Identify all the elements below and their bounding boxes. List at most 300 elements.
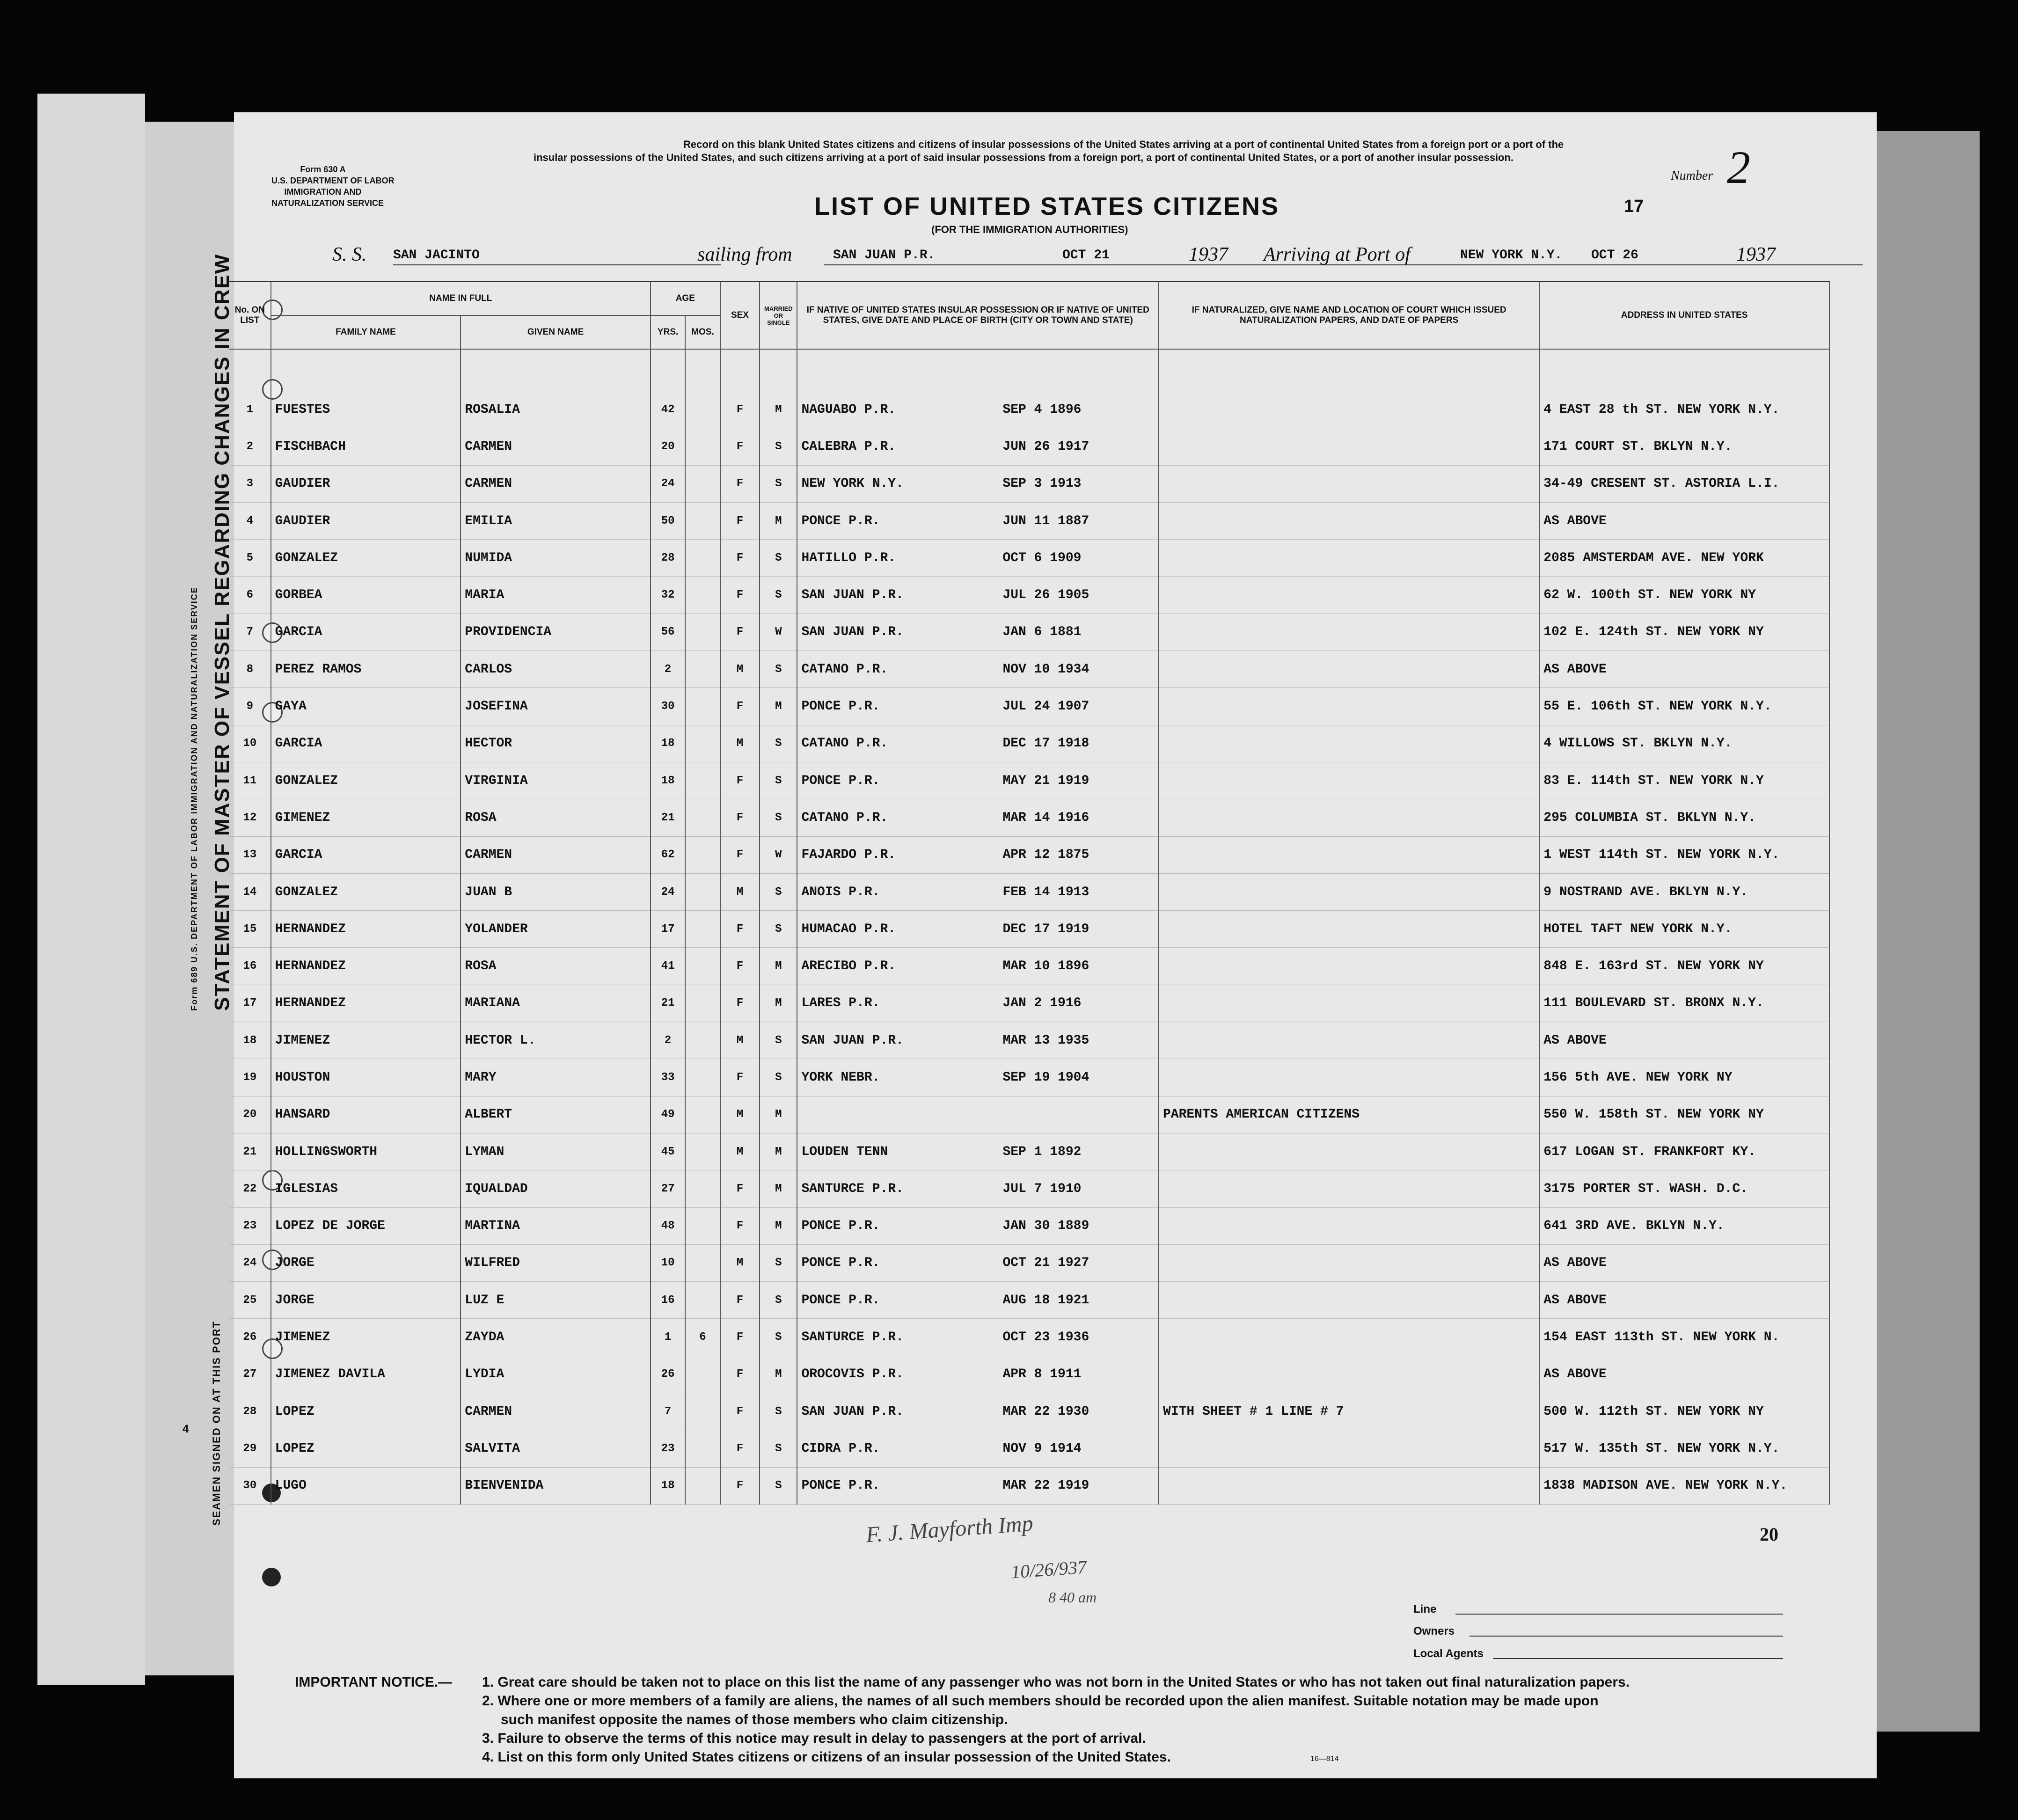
cell-ms: S <box>760 465 797 502</box>
cell-nat <box>1159 1356 1539 1393</box>
cell-date: OCT 21 1927 <box>1002 1256 1089 1271</box>
cell-nat <box>1159 465 1539 502</box>
col-married: MARRIED OR SINGLE <box>760 282 797 350</box>
cell-yrs: 23 <box>651 1430 685 1467</box>
cell-birth <box>797 948 1159 985</box>
cell-given: CARLOS <box>461 651 651 688</box>
cell-nat <box>1159 1282 1539 1319</box>
cell-addr: 111 BOULEVARD ST. BRONX N.Y. <box>1539 985 1829 1022</box>
crew-form-ref: Form 689 U.S. DEPARTMENT OF LABOR IMMIGRATION AND NATURALIZATION SERVICE <box>190 586 199 1011</box>
cell-addr: AS ABOVE <box>1539 1282 1829 1319</box>
cell-birth <box>797 502 1159 539</box>
cell-family: FUESTES <box>271 391 461 428</box>
cell-family: GONZALEZ <box>271 762 461 799</box>
cell-birth <box>797 911 1159 948</box>
cell-sex: F <box>720 1170 760 1207</box>
cell-ms: S <box>760 1393 797 1430</box>
cell-addr: 62 W. 100th ST. NEW YORK NY <box>1539 577 1829 614</box>
arrival-date: OCT 26 <box>1591 248 1638 263</box>
cell-nat <box>1159 1207 1539 1244</box>
cell-birth <box>797 762 1159 799</box>
table-row <box>229 1467 1829 1504</box>
cell-family: HOUSTON <box>271 1059 461 1096</box>
cell-addr: 1 WEST 114th ST. NEW YORK N.Y. <box>1539 836 1829 873</box>
cell-no: 22 <box>229 1170 271 1207</box>
cell-nat <box>1159 762 1539 799</box>
cell-given: MARY <box>461 1059 651 1096</box>
cell-no: 17 <box>229 985 271 1022</box>
table-row <box>229 1096 1829 1133</box>
cell-place: HUMACAO P.R. <box>801 921 896 936</box>
cell-ms: S <box>760 1430 797 1467</box>
cell-yrs: 20 <box>651 428 685 465</box>
cell-nat <box>1159 911 1539 948</box>
table-row <box>229 1393 1829 1430</box>
cell-birth <box>797 465 1159 502</box>
cell-ms: S <box>760 428 797 465</box>
col-family-name: FAMILY NAME <box>271 315 461 349</box>
cell-mos <box>685 391 720 428</box>
cell-family: JORGE <box>271 1282 461 1319</box>
cell-mos <box>685 1096 720 1133</box>
cell-yrs: 18 <box>651 1467 685 1504</box>
cell-no: 27 <box>229 1356 271 1393</box>
cell-addr: AS ABOVE <box>1539 1356 1829 1393</box>
col-given-name: GIVEN NAME <box>461 315 651 349</box>
cell-addr: 9 NOSTRAND AVE. BKLYN N.Y. <box>1539 873 1829 910</box>
cell-sex: M <box>720 1096 760 1133</box>
cell-no: 9 <box>229 688 271 725</box>
cell-nat <box>1159 428 1539 465</box>
cell-no: 11 <box>229 762 271 799</box>
cell-addr: HOTEL TAFT NEW YORK N.Y. <box>1539 911 1829 948</box>
cell-place: LARES P.R. <box>801 996 880 1011</box>
cell-given: LYDIA <box>461 1356 651 1393</box>
cell-no: 10 <box>229 725 271 762</box>
cell-ms: M <box>760 688 797 725</box>
cell-family: JIMENEZ DAVILA <box>271 1356 461 1393</box>
cell-place: CATANO P.R. <box>801 662 888 677</box>
cell-yrs: 2 <box>651 651 685 688</box>
cell-nat <box>1159 948 1539 985</box>
cell-place: SANTURCE P.R. <box>801 1330 904 1345</box>
col-mos: MOS. <box>685 315 720 349</box>
cell-no: 24 <box>229 1244 271 1281</box>
cell-no: 16 <box>229 948 271 985</box>
cell-given: JOSEFINA <box>461 688 651 725</box>
cell-sex: F <box>720 614 760 651</box>
cell-date: NOV 9 1914 <box>1002 1441 1082 1456</box>
cell-mos <box>685 948 720 985</box>
cell-family: LUGO <box>271 1467 461 1504</box>
record-instructions: Record on this blank United States citizens and citizens of insular possessions of the United States arriving at a port of continental United States from a foreign port or a port of the insular possessions of the United States, and such citizens arriving at a port of said insular possessions from a foreign port, a port of continental United States, or a port of another insular possession. <box>534 139 1564 163</box>
cell-date: APR 12 1875 <box>1002 848 1089 862</box>
cell-given: PROVIDENCIA <box>461 614 651 651</box>
cell-yrs: 24 <box>651 465 685 502</box>
cell-yrs: 21 <box>651 985 685 1022</box>
cell-place: PONCE P.R. <box>801 513 880 528</box>
cell-given: ROSA <box>461 948 651 985</box>
cell-birth <box>797 1096 1159 1133</box>
cell-mos <box>685 1022 720 1059</box>
cell-date: JAN 6 1881 <box>1002 625 1082 640</box>
cell-sex: F <box>720 540 760 577</box>
cell-sex: F <box>720 799 760 836</box>
cell-family: GAYA <box>271 688 461 725</box>
cell-sex: M <box>720 1244 760 1281</box>
cell-birth <box>797 1282 1159 1319</box>
cell-no: 26 <box>229 1319 271 1356</box>
cell-family: GARCIA <box>271 836 461 873</box>
cell-addr: 34-49 CRESENT ST. ASTORIA L.I. <box>1539 465 1829 502</box>
cell-given: CARMEN <box>461 465 651 502</box>
cell-no: 8 <box>229 651 271 688</box>
passenger-table <box>229 281 1830 1505</box>
cell-sex: F <box>720 1319 760 1356</box>
cell-birth <box>797 1430 1159 1467</box>
cell-place: CALEBRA P.R. <box>801 439 896 454</box>
cell-addr: 55 E. 106th ST. NEW YORK N.Y. <box>1539 688 1829 725</box>
table-row <box>229 911 1829 948</box>
ss-label: S. S. <box>332 244 367 265</box>
cell-given: ROSALIA <box>461 391 651 428</box>
cell-no: 3 <box>229 465 271 502</box>
ship-underline <box>393 264 721 265</box>
cell-addr: AS ABOVE <box>1539 1022 1829 1059</box>
signature-time: 8 40 am <box>1048 1589 1097 1606</box>
cell-ms: S <box>760 577 797 614</box>
cell-birth <box>797 428 1159 465</box>
cell-sex: F <box>720 1467 760 1504</box>
cell-nat <box>1159 873 1539 910</box>
cell-sex: M <box>720 1133 760 1170</box>
number-value: 2 <box>1727 141 1750 193</box>
cell-addr: 500 W. 112th ST. NEW YORK NY <box>1539 1393 1829 1430</box>
cell-ms: S <box>760 1282 797 1319</box>
cell-no: 29 <box>229 1430 271 1467</box>
cell-place: SAN JUAN P.R. <box>801 1033 904 1048</box>
signature-date: 10/26/937 <box>1010 1556 1088 1583</box>
cell-sex: F <box>720 688 760 725</box>
dept-name: U.S. DEPARTMENT OF LABOR <box>271 176 395 185</box>
line-rule <box>1455 1614 1783 1615</box>
cell-addr: 3175 PORTER ST. WASH. D.C. <box>1539 1170 1829 1207</box>
cell-ms: S <box>760 1319 797 1356</box>
cell-ms: M <box>760 1096 797 1133</box>
cell-birth <box>797 1133 1159 1170</box>
cell-date: MAR 14 1916 <box>1002 810 1089 825</box>
cell-yrs: 42 <box>651 391 685 428</box>
cell-addr: 517 W. 135th ST. NEW YORK N.Y. <box>1539 1430 1829 1467</box>
cell-addr: 848 E. 163rd ST. NEW YORK NY <box>1539 948 1829 985</box>
cell-birth <box>797 1319 1159 1356</box>
notice-3: 3. Failure to observe the terms of this notice may result in delay to passengers at the port of arrival. <box>482 1731 1146 1746</box>
cell-sex: F <box>720 391 760 428</box>
cell-sex: F <box>720 762 760 799</box>
number-label: Number <box>1671 168 1713 183</box>
cell-given: MARTINA <box>461 1207 651 1244</box>
form-number: Form 630 A <box>300 165 346 174</box>
cell-yrs: 17 <box>651 911 685 948</box>
cell-date: JUL 24 1907 <box>1002 699 1089 714</box>
cell-addr: 295 COLUMBIA ST. BKLYN N.Y. <box>1539 799 1829 836</box>
cell-nat <box>1159 1022 1539 1059</box>
table-row <box>229 1430 1829 1467</box>
cell-given: ZAYDA <box>461 1319 651 1356</box>
cell-given: JUAN B <box>461 873 651 910</box>
cell-date: JAN 2 1916 <box>1002 996 1082 1011</box>
cell-place: CIDRA P.R. <box>801 1441 880 1456</box>
cell-mos <box>685 1207 720 1244</box>
cell-mos <box>685 1467 720 1504</box>
col-no: No. ON LIST <box>229 282 271 350</box>
sail-date: OCT 21 <box>1062 248 1110 263</box>
cell-birth <box>797 725 1159 762</box>
cell-given: ALBERT <box>461 1096 651 1133</box>
arrival-port: NEW YORK N.Y. <box>1460 248 1563 263</box>
cell-given: HECTOR L. <box>461 1022 651 1059</box>
agents-label: Local Agents <box>1413 1647 1484 1660</box>
cell-no: 1 <box>229 391 271 428</box>
cell-ms: S <box>760 762 797 799</box>
cell-ms: S <box>760 1244 797 1281</box>
arrival-year: 1937 <box>1736 244 1776 265</box>
cell-date: MAR 22 1930 <box>1002 1404 1089 1419</box>
cell-sex: M <box>720 725 760 762</box>
table-row <box>229 465 1829 502</box>
table-row <box>229 502 1829 539</box>
cell-mos <box>685 725 720 762</box>
table-row <box>229 688 1829 725</box>
cell-birth <box>797 1467 1159 1504</box>
cell-family: HERNANDEZ <box>271 911 461 948</box>
cell-date: OCT 6 1909 <box>1002 550 1082 565</box>
notice-2a: 2. Where one or more members of a family are aliens, the names of all such members should be recorded upon the alien manifest. Suitable notation may be made upon <box>482 1693 1599 1709</box>
cell-addr: 4 EAST 28 th ST. NEW YORK N.Y. <box>1539 391 1829 428</box>
cell-yrs: 32 <box>651 577 685 614</box>
cell-addr: AS ABOVE <box>1539 651 1829 688</box>
cell-mos <box>685 577 720 614</box>
cell-date: MAR 13 1935 <box>1002 1033 1089 1048</box>
cell-given: CARMEN <box>461 428 651 465</box>
table-row <box>229 762 1829 799</box>
cell-place: SAN JUAN P.R. <box>801 625 904 640</box>
cell-date: APR 8 1911 <box>1002 1367 1082 1382</box>
cell-family: PEREZ RAMOS <box>271 651 461 688</box>
cell-birth <box>797 577 1159 614</box>
cell-ms: S <box>760 651 797 688</box>
cell-no: 15 <box>229 911 271 948</box>
cell-addr: 1838 MADISON AVE. NEW YORK N.Y. <box>1539 1467 1829 1504</box>
cell-birth <box>797 1356 1159 1393</box>
sail-year: 1937 <box>1189 244 1228 265</box>
cell-sex: F <box>720 577 760 614</box>
cell-date: JUL 7 1910 <box>1002 1181 1082 1196</box>
cell-ms: M <box>760 1207 797 1244</box>
col-yrs: YRS. <box>651 315 685 349</box>
cell-ms: M <box>760 1133 797 1170</box>
cell-date: JUN 11 1887 <box>1002 513 1089 528</box>
cell-nat <box>1159 985 1539 1022</box>
cell-given: IQUALDAD <box>461 1170 651 1207</box>
cell-birth <box>797 1170 1159 1207</box>
cell-addr: 154 EAST 113th ST. NEW YORK N. <box>1539 1319 1829 1356</box>
cell-birth <box>797 985 1159 1022</box>
cell-yrs: 30 <box>651 688 685 725</box>
cell-yrs: 27 <box>651 1170 685 1207</box>
cell-birth <box>797 873 1159 910</box>
cell-place: SAN JUAN P.R. <box>801 1404 904 1419</box>
cell-no: 7 <box>229 614 271 651</box>
cell-no: 14 <box>229 873 271 910</box>
cell-mos <box>685 1133 720 1170</box>
arriving-label: Arriving at Port of <box>1264 244 1411 265</box>
cell-date: DEC 17 1919 <box>1002 921 1089 936</box>
cell-sex: M <box>720 1022 760 1059</box>
stamp-number: 17 <box>1624 197 1644 216</box>
cell-family: LOPEZ <box>271 1430 461 1467</box>
cell-ms: M <box>760 1170 797 1207</box>
cell-mos <box>685 540 720 577</box>
cell-family: LOPEZ DE JORGE <box>271 1207 461 1244</box>
cell-family: HOLLINGSWORTH <box>271 1133 461 1170</box>
line-label: Line <box>1413 1603 1437 1615</box>
cell-date: FEB 14 1913 <box>1002 884 1089 899</box>
cell-ms: S <box>760 1022 797 1059</box>
table-row <box>229 948 1829 985</box>
cell-family: FISCHBACH <box>271 428 461 465</box>
cell-family: GARCIA <box>271 725 461 762</box>
table-row <box>229 873 1829 910</box>
cell-mos <box>685 502 720 539</box>
table-row <box>229 540 1829 577</box>
cell-given: BIENVENIDA <box>461 1467 651 1504</box>
cell-nat <box>1159 1059 1539 1096</box>
cell-place: OROCOVIS P.R. <box>801 1367 904 1382</box>
owners-label: Owners <box>1413 1625 1455 1637</box>
table-row <box>229 1356 1829 1393</box>
page-title: LIST OF UNITED STATES CITIZENS <box>814 192 1280 220</box>
cell-sex: F <box>720 1356 760 1393</box>
cell-nat: PARENTS AMERICAN CITIZENS <box>1159 1096 1539 1133</box>
print-code: 16—814 <box>1310 1755 1339 1763</box>
cell-yrs: 62 <box>651 836 685 873</box>
cell-mos <box>685 799 720 836</box>
cell-birth <box>797 688 1159 725</box>
cell-nat <box>1159 391 1539 428</box>
table-row <box>229 1170 1829 1207</box>
cell-family: JIMENEZ <box>271 1022 461 1059</box>
cell-addr: 4 WILLOWS ST. BKLYN N.Y. <box>1539 725 1829 762</box>
table-row <box>229 614 1829 651</box>
cell-given: NUMIDA <box>461 540 651 577</box>
cell-ms: M <box>760 1356 797 1393</box>
col-address: ADDRESS IN UNITED STATES <box>1539 282 1829 350</box>
cell-ms: S <box>760 799 797 836</box>
table-row <box>229 1207 1829 1244</box>
cell-mos <box>685 428 720 465</box>
cell-nat <box>1159 1319 1539 1356</box>
cell-place: PONCE P.R. <box>801 1256 880 1271</box>
cell-sex: F <box>720 1430 760 1467</box>
cell-yrs: 50 <box>651 502 685 539</box>
service-line-1: IMMIGRATION AND <box>284 187 362 197</box>
cell-given: CARMEN <box>461 836 651 873</box>
cell-sex: F <box>720 1207 760 1244</box>
cell-family: LOPEZ <box>271 1393 461 1430</box>
binder-edge-left <box>37 94 145 1685</box>
cell-yrs: 33 <box>651 1059 685 1096</box>
cell-date: MAR 22 1919 <box>1002 1478 1089 1493</box>
cell-nat <box>1159 651 1539 688</box>
cell-nat <box>1159 1244 1539 1281</box>
cell-ms: S <box>760 1059 797 1096</box>
col-age: AGE <box>651 282 720 316</box>
cell-no: 18 <box>229 1022 271 1059</box>
table-row <box>229 391 1829 428</box>
cell-sex: F <box>720 428 760 465</box>
form-id-block <box>271 164 395 209</box>
cell-nat <box>1159 577 1539 614</box>
cell-no: 4 <box>229 502 271 539</box>
cell-birth <box>797 836 1159 873</box>
cell-no: 28 <box>229 1393 271 1430</box>
binder-edge-right <box>1872 131 1980 1732</box>
cell-date: AUG 18 1921 <box>1002 1293 1089 1308</box>
cell-date: SEP 4 1896 <box>1002 402 1082 417</box>
cell-ms: S <box>760 725 797 762</box>
table-row <box>229 651 1829 688</box>
cell-mos <box>685 651 720 688</box>
cell-nat <box>1159 614 1539 651</box>
cell-mos <box>685 1170 720 1207</box>
cell-ms: S <box>760 911 797 948</box>
cell-yrs: 1 <box>651 1319 685 1356</box>
cell-mos <box>685 1356 720 1393</box>
cell-mos <box>685 762 720 799</box>
cell-yrs: 56 <box>651 614 685 651</box>
cell-birth <box>797 1393 1159 1430</box>
col-name-in-full: NAME IN FULL <box>271 282 651 316</box>
notice-1: 1. Great care should be taken not to place on this list the name of any passenger who was not born in the United States or who has not taken out final naturalization papers. <box>482 1674 1630 1690</box>
table-row <box>229 725 1829 762</box>
notice-2b: such manifest opposite the names of those members who claim citizenship. <box>501 1712 1008 1727</box>
cell-family: HERNANDEZ <box>271 985 461 1022</box>
cell-given: LYMAN <box>461 1133 651 1170</box>
cell-place: CATANO P.R. <box>801 736 888 751</box>
cell-family: IGLESIAS <box>271 1170 461 1207</box>
cell-yrs: 45 <box>651 1133 685 1170</box>
cell-sex: F <box>720 836 760 873</box>
cell-nat <box>1159 540 1539 577</box>
cell-birth <box>797 614 1159 651</box>
cell-addr: 102 E. 124th ST. NEW YORK NY <box>1539 614 1829 651</box>
cell-mos <box>685 1244 720 1281</box>
cell-family: HANSARD <box>271 1096 461 1133</box>
crew-statement-title: STATEMENT OF MASTER OF VESSEL REGARDING CHANGES IN CREW <box>211 253 234 1011</box>
seamen-count: 4 <box>183 1423 189 1435</box>
voyage-underline <box>824 264 1863 265</box>
cell-addr: AS ABOVE <box>1539 1244 1829 1281</box>
owners-rule <box>1470 1636 1783 1637</box>
cell-date: OCT 23 1936 <box>1002 1330 1089 1345</box>
cell-no: 13 <box>229 836 271 873</box>
cell-place: SAN JUAN P.R. <box>801 588 904 603</box>
cell-place: PONCE P.R. <box>801 699 880 714</box>
cell-given: WILFRED <box>461 1244 651 1281</box>
cell-addr: AS ABOVE <box>1539 502 1829 539</box>
cell-given: CARMEN <box>461 1393 651 1430</box>
